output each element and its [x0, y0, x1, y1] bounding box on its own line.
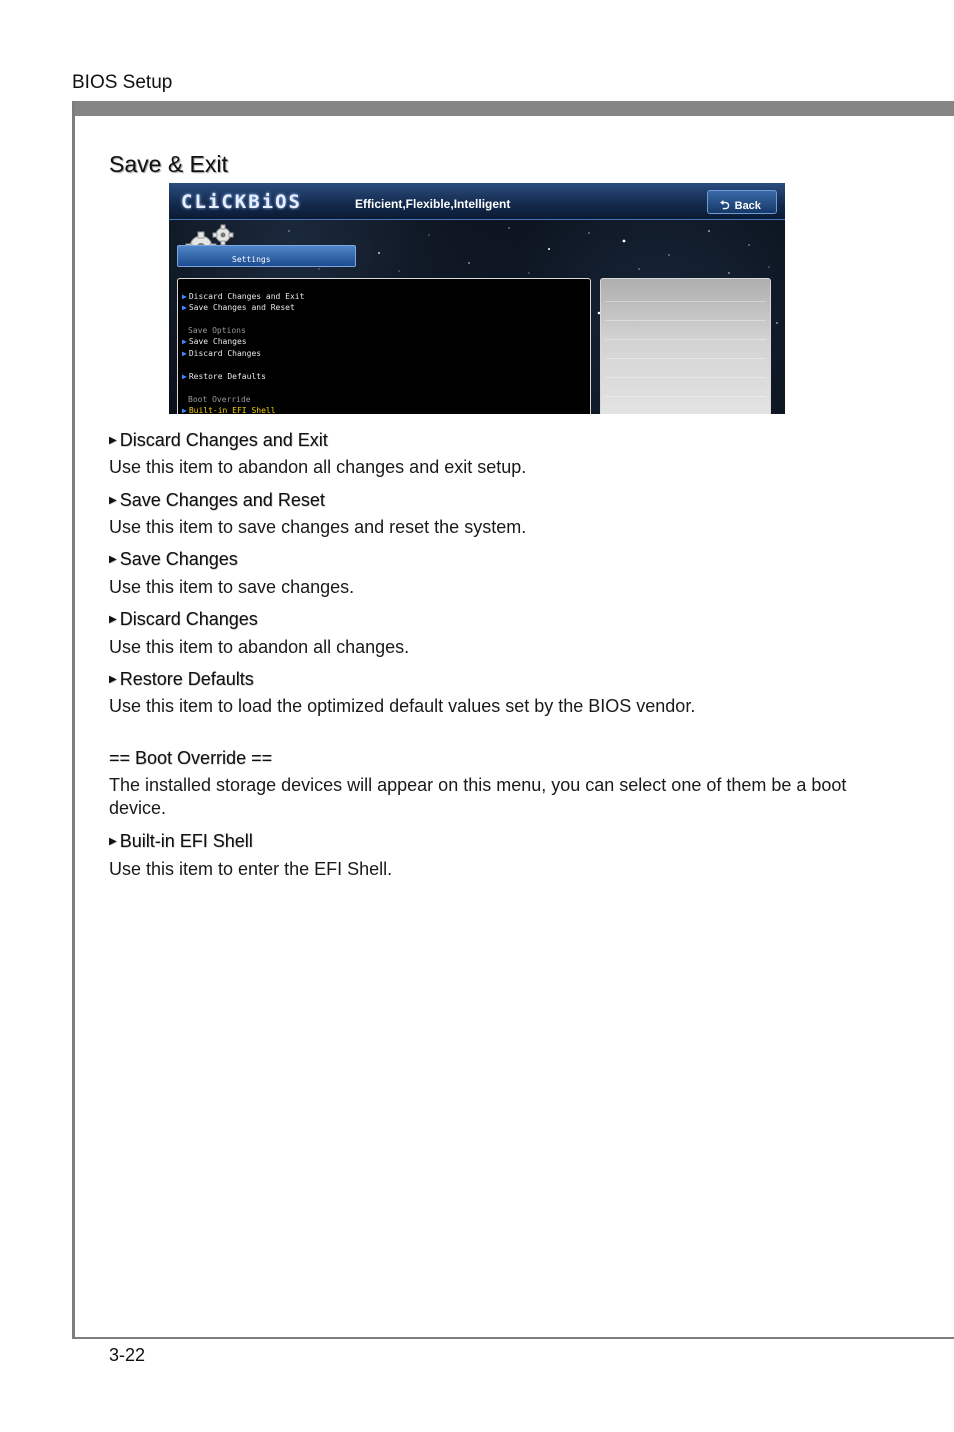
- bios-menu-panel: [177, 278, 591, 414]
- left-rule: [72, 101, 75, 1339]
- triangle-icon: ▶: [109, 674, 117, 685]
- page-title: Save & Exit: [109, 151, 228, 177]
- item-desc-save-changes: Use this item to save changes.: [109, 577, 355, 597]
- bios-screenshot: [169, 183, 785, 414]
- menu-item-save-reset[interactable]: ▶ Save Changes and Reset: [182, 303, 295, 312]
- triangle-icon: ▶: [182, 349, 187, 358]
- boot-override-heading: == Boot Override ==: [109, 748, 273, 768]
- item-desc-save-reset: Use this item to save changes and reset the system.: [109, 517, 527, 537]
- back-arrow-icon: ⮌: [720, 198, 730, 212]
- page-number: 3-22: [109, 1345, 146, 1365]
- item-title-discard-exit: ▶ Discard Changes and Exit: [109, 430, 328, 450]
- triangle-icon: ▶: [109, 614, 117, 625]
- tab-settings[interactable]: [177, 245, 356, 267]
- menu-item-discard-exit[interactable]: ▶ Discard Changes and Exit: [182, 292, 305, 301]
- header-bar: [72, 101, 954, 116]
- item-desc-discard-exit: Use this item to abandon all changes and exit setup.: [109, 457, 527, 477]
- header-label: BIOS Setup: [72, 72, 173, 93]
- item-title-save-changes: ▶ Save Changes: [109, 549, 238, 569]
- menu-item-efi-shell[interactable]: ▶ Built-in EFI Shell: [182, 406, 276, 414]
- triangle-icon: ▶: [182, 372, 187, 381]
- back-button[interactable]: [707, 190, 777, 214]
- menu-header-save-options: Save Options: [188, 326, 246, 335]
- bottom-rule: [72, 1337, 954, 1339]
- menu-item-discard-changes[interactable]: ▶ Discard Changes: [182, 349, 262, 358]
- item-title-save-reset: ▶ Save Changes and Reset: [109, 490, 325, 510]
- help-panel: [600, 278, 771, 414]
- menu-item-restore-defaults[interactable]: ▶ Restore Defaults: [182, 372, 266, 381]
- back-label: Back: [734, 200, 761, 212]
- item-desc-efi-shell: Use this item to enter the EFI Shell.: [109, 859, 393, 879]
- triangle-icon: ▶: [109, 435, 117, 446]
- tagline: Efficient,Flexible,Intelligent: [355, 197, 511, 211]
- triangle-icon: ▶: [182, 406, 187, 414]
- tab-settings-label: Settings: [232, 255, 271, 264]
- bios-title-bar: [169, 183, 785, 220]
- triangle-icon: ▶: [182, 337, 187, 346]
- triangle-icon: ▶: [182, 292, 187, 301]
- item-desc-restore-defaults: Use this item to load the optimized default values set by the BIOS vendor.: [109, 696, 696, 716]
- triangle-icon: ▶: [182, 303, 187, 312]
- item-title-discard-changes: ▶ Discard Changes: [109, 609, 258, 629]
- triangle-icon: ▶: [109, 495, 117, 506]
- boot-override-text: The installed storage devices will appear on this menu, you can select one of them be a boot device.: [109, 775, 847, 818]
- item-desc-discard-changes: Use this item to abandon all changes.: [109, 637, 410, 657]
- item-title-restore-defaults: ▶ Restore Defaults: [109, 669, 254, 689]
- menu-header-boot-override: Boot Override: [188, 395, 251, 404]
- triangle-icon: ▶: [109, 554, 117, 565]
- menu-item-save-changes[interactable]: ▶ Save Changes: [182, 337, 247, 346]
- triangle-icon: ▶: [109, 836, 117, 847]
- clickbios-logo: CLiCKBiOS: [181, 191, 302, 213]
- item-title-efi-shell: ▶ Built-in EFI Shell: [109, 831, 253, 851]
